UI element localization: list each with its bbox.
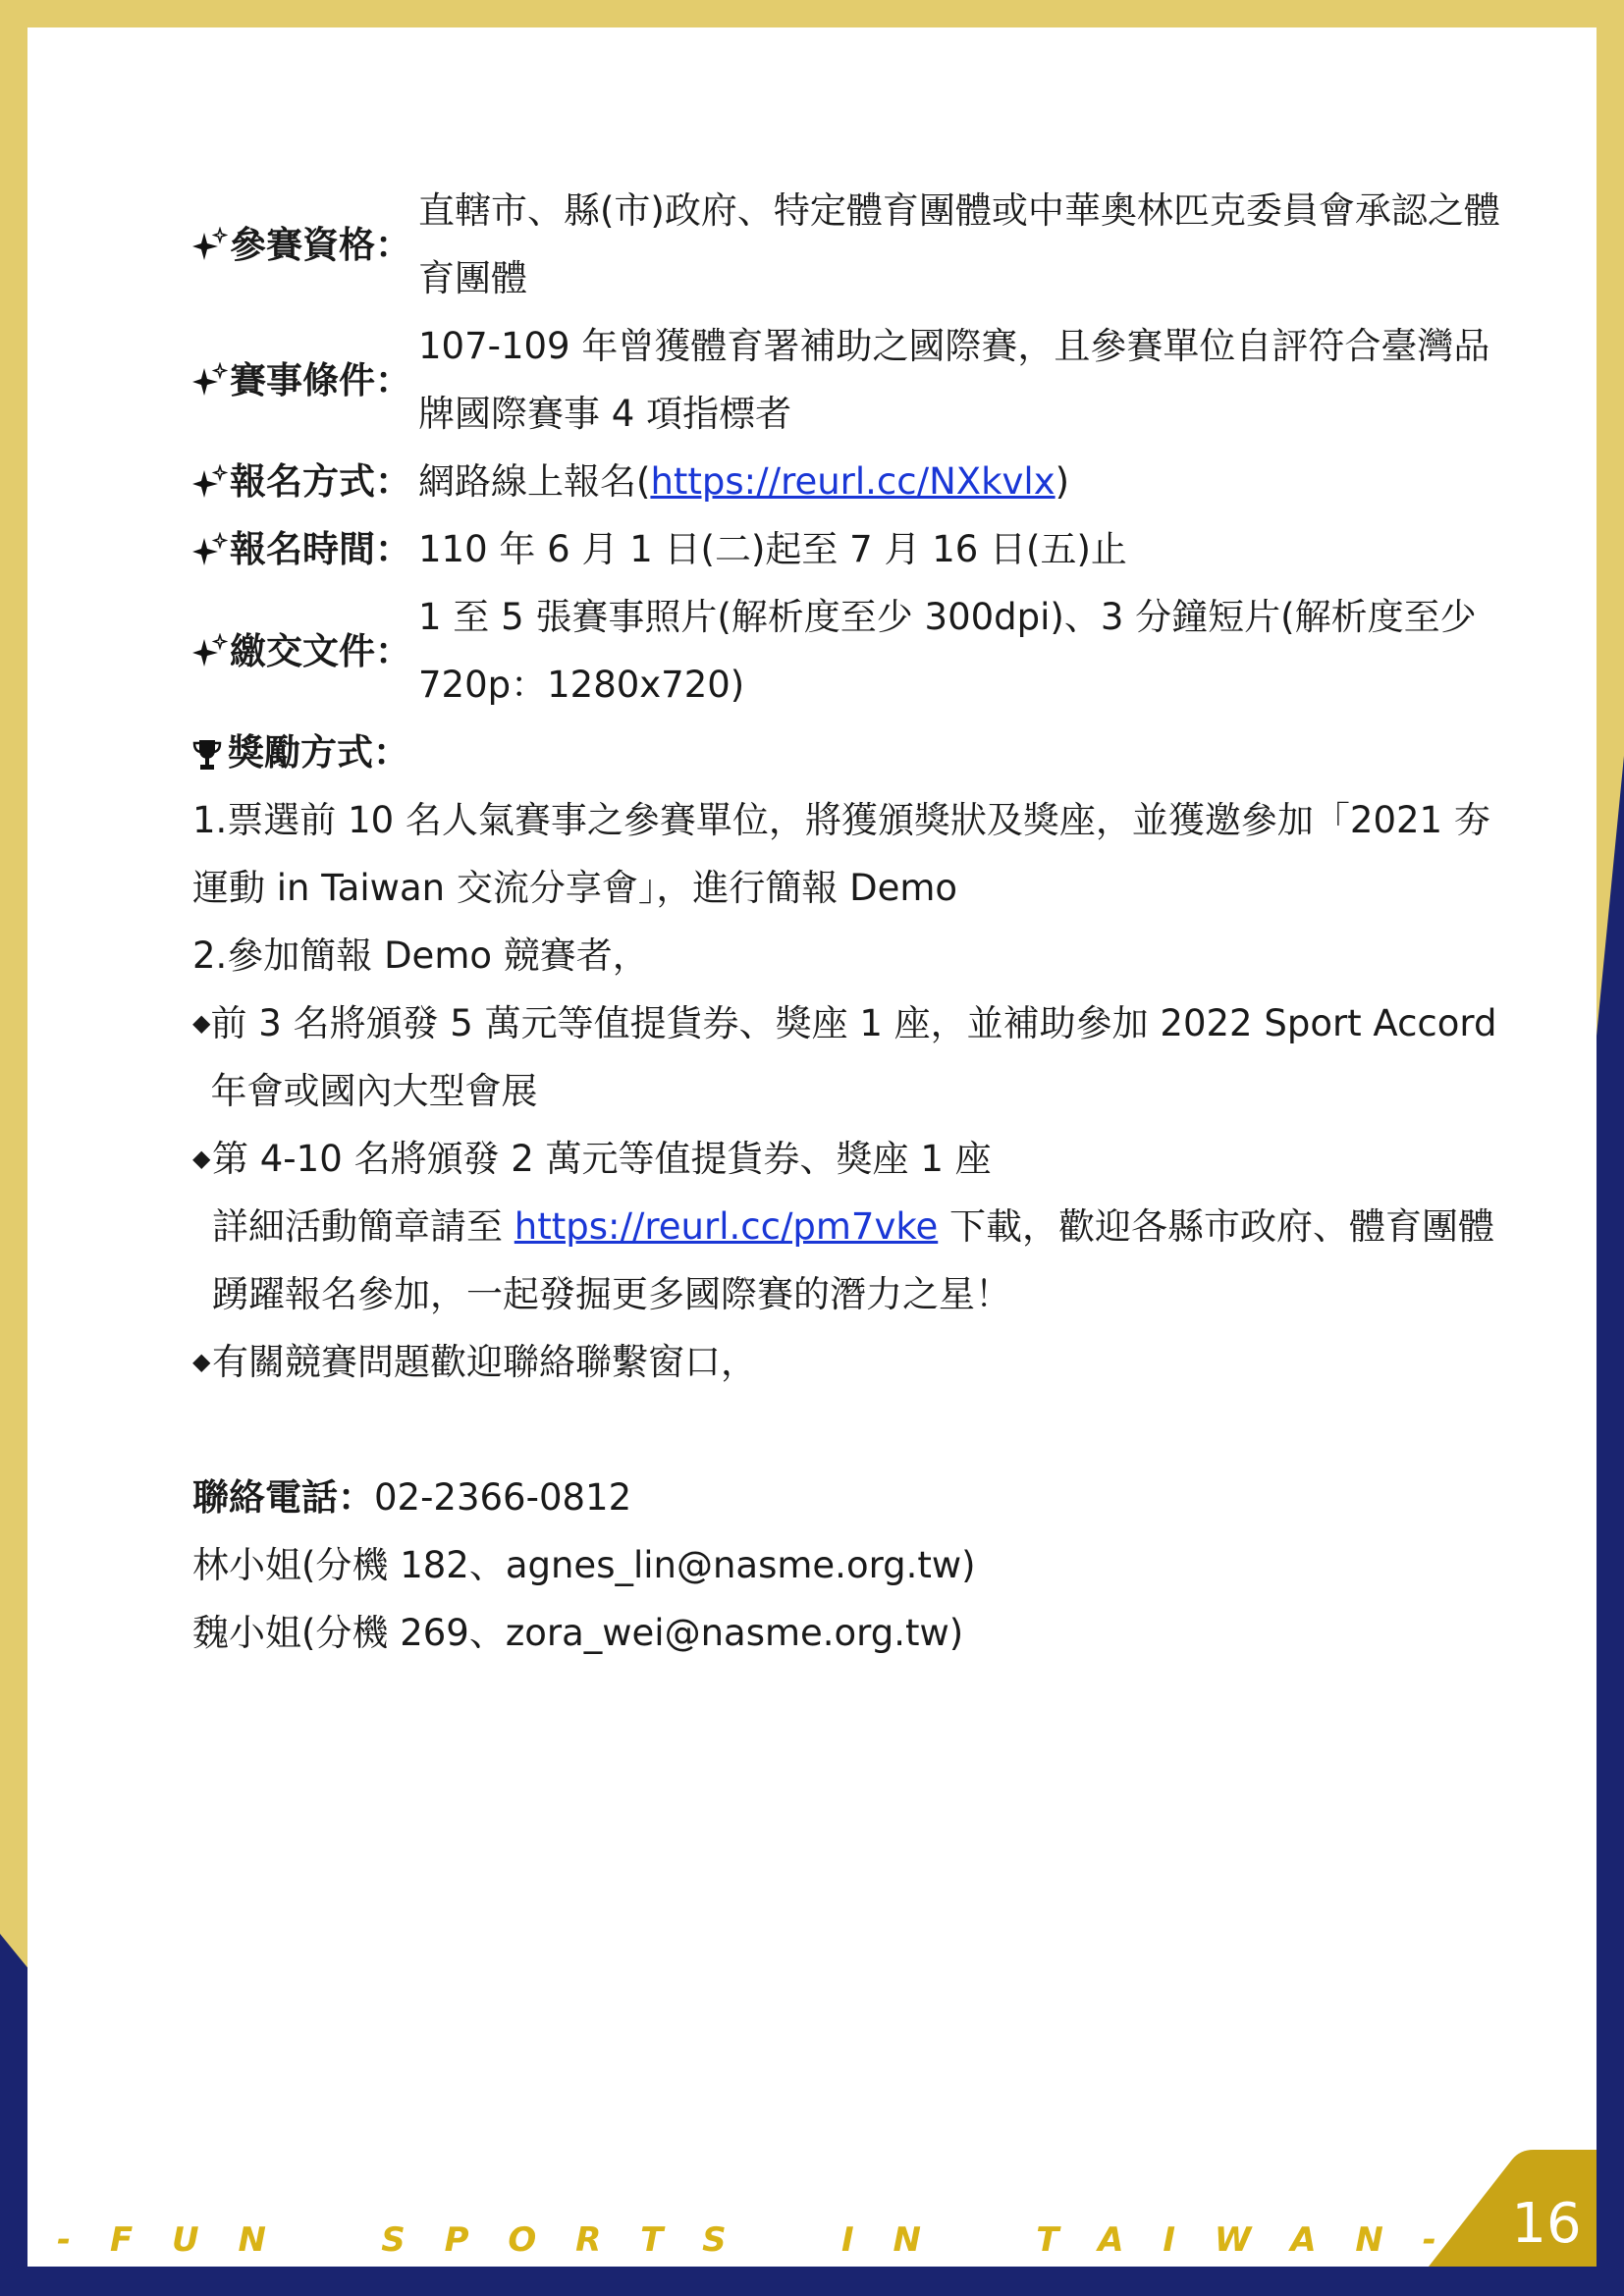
item-value: 110 年 6 月 1 日(二)起至 7 月 16 日(五)止 — [418, 528, 1127, 570]
contact-phone-label: 聯絡電話： — [192, 1476, 374, 1519]
item-value: 107-109 年曾獲體育署補助之國際賽，且參賽單位自評符合臺灣品牌國際賽事 4 項指標者 — [418, 325, 1490, 435]
reward-bullet-3-text: 有關競賽問題歡迎聯絡聯繫窗口， — [212, 1341, 757, 1383]
rewards-heading — [192, 719, 1508, 786]
item-label: 報名方式： — [230, 460, 411, 503]
item-label: 報名時間： — [230, 528, 411, 570]
item-label: 賽事條件： — [230, 358, 411, 401]
reward-bullet-3 — [192, 1328, 1508, 1396]
reward-point-1: 1.票選前 10 名人氣賽事之參賽單位，將獲頒獎狀及獎座，並獲邀參加「2021 夯運動 in Taiwan 交流分享會」，進行簡報 Demo — [192, 799, 1490, 909]
item-registration-time — [192, 515, 1508, 583]
diamond-bullet-icon: ◆ — [192, 1009, 211, 1037]
trophy-icon — [192, 738, 222, 772]
reward-bullet-2 — [192, 1125, 1508, 1193]
page-number: 16 — [1511, 2192, 1582, 2256]
item-registration-method — [192, 448, 1508, 515]
diamond-bullet-icon: ◆ — [192, 1348, 211, 1375]
details-paragraph — [192, 1193, 1508, 1328]
item-value-suffix: ) — [1055, 460, 1070, 503]
rewards-heading-text: 獎勵方式： — [228, 731, 409, 774]
item-eligibility — [192, 177, 1508, 312]
main-content — [192, 177, 1508, 1667]
reward-point-2: 2.參加簡報 Demo 競賽者， — [192, 934, 649, 977]
reward-bullet-1 — [192, 989, 1508, 1125]
contact-phone — [192, 1464, 1508, 1531]
reward-bullet-1-text: 前 3 名將頒發 5 萬元等值提貨券、獎座 1 座，並補助參加 2022 Sport Accord年會或國內大型會展 — [210, 1002, 1497, 1112]
item-documents — [192, 583, 1508, 719]
footer-band — [0, 2140, 1624, 2296]
sparkle-icon — [192, 532, 228, 567]
sparkle-icon — [192, 227, 228, 262]
sparkle-icon — [192, 464, 228, 500]
contact-phone-number: 02-2366-0812 — [374, 1476, 632, 1519]
item-value: 1 至 5 張賽事照片(解析度至少 300dpi)、3 分鐘短片(解析度至少 720p：1280x720) — [418, 596, 1477, 706]
contact-person-2: 魏小姐(分機 269、zora_wei@nasme.org.tw) — [192, 1612, 964, 1654]
diamond-bullet-icon: ◆ — [192, 1145, 211, 1172]
item-label: 參賽資格： — [230, 223, 411, 266]
footer-tagline: - F U N S P O R T S I N T A I W A N - — [57, 2220, 1450, 2260]
spacer — [192, 1396, 1508, 1464]
sparkle-icon — [192, 362, 228, 398]
sparkle-icon — [192, 633, 228, 668]
brochure-link[interactable]: https://reurl.cc/pm7vke — [514, 1205, 939, 1248]
reward-bullet-2-text: 第 4-10 名將頒發 2 萬元等值提貨券、獎座 1 座 — [212, 1138, 992, 1180]
item-label: 繳交文件： — [230, 629, 411, 672]
item-value-prefix: 網路線上報名( — [418, 460, 651, 503]
details-prefix: 詳細活動簡章請至 — [212, 1205, 514, 1248]
details-suffix: 下載，歡迎各縣市政府、體育團體踴躍報名參加，一起發掘更多國際賽的潛力之星！ — [212, 1205, 1495, 1315]
item-value: 直轄市、縣(市)政府、特定體育團體或中華奧林匹克委員會承認之體育團體 — [418, 189, 1500, 299]
item-conditions — [192, 312, 1508, 448]
registration-link[interactable]: https://reurl.cc/NXkvlx — [650, 460, 1056, 503]
contact-person-1: 林小姐(分機 182、agnes_lin@nasme.org.tw) — [192, 1544, 976, 1586]
